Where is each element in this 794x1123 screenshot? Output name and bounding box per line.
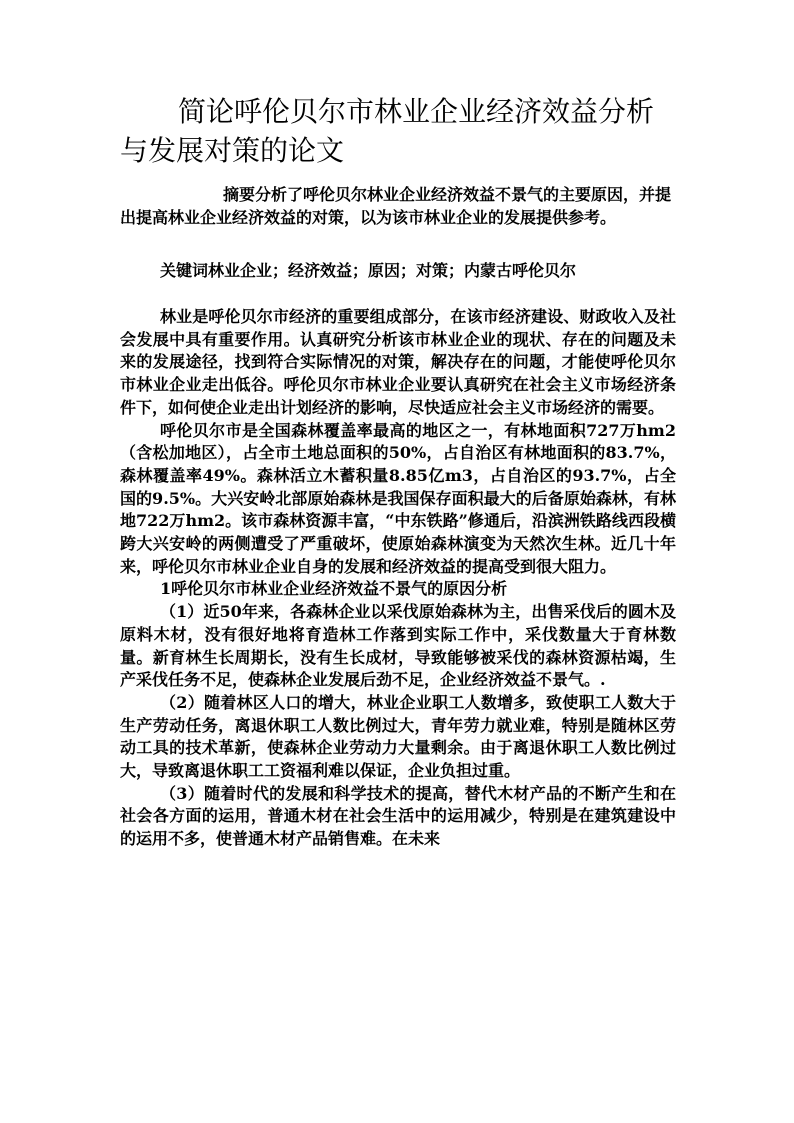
abstract [120, 184, 676, 229]
paragraph: 林业是呼伦贝尔市经济的重要组成部分，在该市经济建设、财政收入及社会发展中具有重要作用。认真研究分析该市林业企业的现状、存在的问题及未来的发展途径，找到符合实际情况的对策，解决存在的问题，才能使呼伦贝尔市林业企业走出低谷。呼伦贝尔市林业企业要认真研究在社会主义市场经济条件下，如何使企业走出计划经济的影响，尽快适应社会主义市场经济的需要。 [120, 307, 676, 417]
paragraph: （3）随着时代的发展和科学技术的提高，替代木材产品的不断产生和在社会各方面的运用，普通木材在社会生活中的运用减少，特别是在建筑建设中的运用不多，使普通木材产品销售难。在未来 [120, 783, 676, 849]
keywords [120, 260, 676, 283]
paragraph: （1）近50年来，各森林企业以采伐原始森林为主，出售采伐后的圆木及原料木材，没有很好地将育造林工作落到实际工作中，采伐数量大于育林数量。新育林生长周期长，没有生长成材，导致能够被采伐的森林资源枯竭，生产采伐任务不足，使森林企业发展后劲不足，企业经济效益不景气。. [120, 602, 676, 690]
keywords-text: 关键词林业企业；经济效益；原因；对策；内蒙古呼伦贝尔 [160, 261, 577, 280]
title-text: 简论呼伦贝尔市林业企业经济效益分析与发展对策的论文 [120, 95, 655, 167]
document-title [120, 92, 680, 170]
paragraph: （2）随着林区人口的增大，林业企业职工人数增多，致使职工人数大于生产劳动任务，离退休职工人数比例过大，青年劳力就业难，特别是随林区劳动工具的技术革新，使森林企业劳动力大量剩余。由于离退休职工人数比例过大，导致离退休职工工资福利难以保证，企业负担过重。 [120, 692, 676, 781]
abstract-text: 摘要分析了呼伦贝尔林业企业经济效益不景气的主要原因，并提出提高林业企业经济效益的对策，以为该市林业企业的发展提供参考。 [120, 185, 672, 227]
paragraph: 呼伦贝尔市是全国森林覆盖率最高的地区之一，有林地面积727万hm2（含松加地区），占全市土地总面积的50%，占自治区有林地面积的83.7%，森林覆盖率49%。森林活立木蓄积量8.85亿m3，占自治区的93.7%，占全国的9.5%。大兴安岭北部原始森林是我国保存面积最大的后备原始森林，有林地722万hm2。该市森林资源丰富，“中东铁路”修通后，沿滨洲铁路线西段横跨大兴安岭的两侧遭受了严重破坏，使原始森林演变为天然次生林。近几十年来，呼伦贝尔市林业企业自身的发展和经济效益的提高受到很大阻力。 [120, 420, 676, 576]
section-heading: 1呼伦贝尔市林业企业经济效益不景气的原因分析 [160, 579, 508, 599]
body-text [120, 306, 676, 851]
